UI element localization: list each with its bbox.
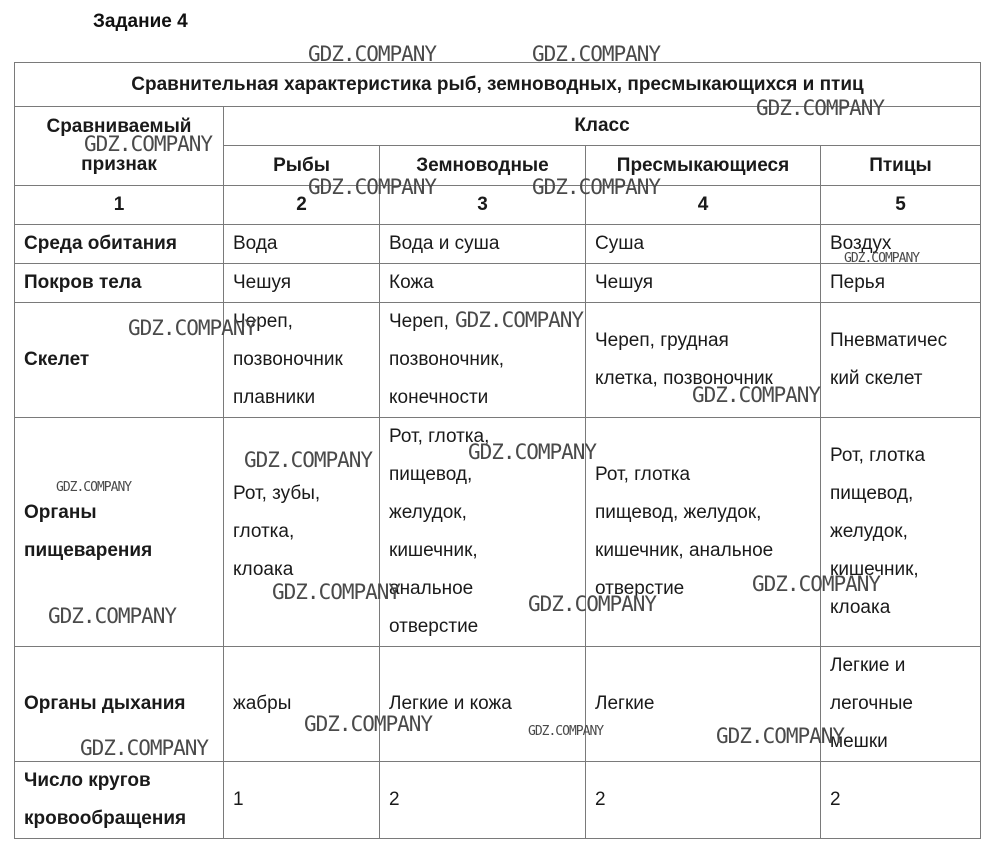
watermark: GDZ.COMPANY: [455, 308, 584, 332]
table-cell: Вода и суша: [380, 225, 586, 264]
table-row: [15, 264, 981, 303]
table-cell: Череп, позвоночник, конечности: [380, 303, 586, 418]
row-feature-respiratory: Органы дыхания: [15, 647, 224, 762]
table-cell: Кожа: [380, 264, 586, 303]
table-row: [15, 647, 981, 762]
table-cell: Чешуя: [586, 264, 821, 303]
watermark: GDZ.COMPANY: [756, 96, 885, 120]
column-number: 2: [224, 186, 380, 225]
watermark: GDZ.COMPANY: [304, 712, 433, 736]
column-header-reptiles: Пресмыкающиеся: [586, 146, 821, 186]
column-number: 4: [586, 186, 821, 225]
watermark: GDZ.COMPANY: [56, 480, 132, 495]
column-header-amphibians: Земноводные: [380, 146, 586, 186]
watermark: GDZ.COMPANY: [84, 132, 213, 156]
watermark: GDZ.COMPANY: [48, 604, 177, 628]
column-header-fish: Рыбы: [224, 146, 380, 186]
table-cell: 2: [586, 762, 821, 839]
table-cell: Череп, грудная клетка, позвоночник: [586, 303, 821, 418]
table-cell: жабры: [224, 647, 380, 762]
watermark: GDZ.COMPANY: [128, 316, 257, 340]
watermark: GDZ.COMPANY: [532, 42, 661, 66]
watermark: GDZ.COMPANY: [844, 251, 920, 266]
comparison-table: [14, 62, 981, 839]
table-row: [15, 303, 981, 418]
row-feature-digestive: Органы пищеварения: [15, 418, 224, 647]
table-cell: Легкие и легочные мешки: [821, 647, 981, 762]
column-number: 1: [15, 186, 224, 225]
table-cell: 2: [821, 762, 981, 839]
header-row: [15, 107, 981, 146]
row-feature-habitat: Среда обитания: [15, 225, 224, 264]
watermark: GDZ.COMPANY: [80, 736, 209, 760]
watermark: GDZ.COMPANY: [528, 592, 657, 616]
column-number: 5: [821, 186, 981, 225]
table-cell: Рот, глотка, пищевод, желудок, кишечник, анальное отверстие: [380, 418, 586, 647]
table-cell: Легкие: [586, 647, 821, 762]
table-cell: Рот, глотка пищевод, желудок, кишечник, клоака: [821, 418, 981, 647]
table-cell: Воздух: [821, 225, 981, 264]
table-cell: Вода: [224, 225, 380, 264]
watermark: GDZ.COMPANY: [468, 440, 597, 464]
watermark: GDZ.COMPANY: [272, 580, 401, 604]
table-cell: 1: [224, 762, 380, 839]
watermark: GDZ.COMPANY: [716, 724, 845, 748]
table-cell: Легкие и кожа: [380, 647, 586, 762]
table-caption-row: [15, 63, 981, 107]
table-cell: Суша: [586, 225, 821, 264]
table-cell: 2: [380, 762, 586, 839]
row-feature-circulation: Число кругов кровообращения: [15, 762, 224, 839]
feature-header: Сравниваемый признак: [15, 107, 224, 186]
table-row: [15, 225, 981, 264]
task-title: Задание 4: [93, 11, 188, 32]
column-header-birds: Птицы: [821, 146, 981, 186]
watermark: GDZ.COMPANY: [308, 175, 437, 199]
watermark: GDZ.COMPANY: [532, 175, 661, 199]
watermark: GDZ.COMPANY: [308, 42, 437, 66]
row-feature-body-cover: Покров тела: [15, 264, 224, 303]
table-cell: Пневматичес кий скелет: [821, 303, 981, 418]
column-numbers-row: [15, 186, 981, 225]
row-feature-skeleton: Скелет: [15, 303, 224, 418]
table-cell: Перья: [821, 264, 981, 303]
watermark: GDZ.COMPANY: [244, 448, 373, 472]
table-cell: Рот, зубы, глотка, клоака: [224, 418, 380, 647]
class-header: Класс: [224, 107, 981, 146]
table-caption: Сравнительная характеристика рыб, земноводных, пресмыкающихся и птиц: [15, 63, 981, 107]
column-number: 3: [380, 186, 586, 225]
watermark: GDZ.COMPANY: [528, 724, 604, 739]
watermark: GDZ.COMPANY: [692, 383, 821, 407]
watermark: GDZ.COMPANY: [752, 572, 881, 596]
table-row: [15, 418, 981, 647]
table-row: [15, 762, 981, 839]
table-cell: Череп, позвоночник плавники: [224, 303, 380, 418]
table-cell: Рот, глотка пищевод, желудок, кишечник, анальное отверстие: [586, 418, 821, 647]
table-cell: Чешуя: [224, 264, 380, 303]
